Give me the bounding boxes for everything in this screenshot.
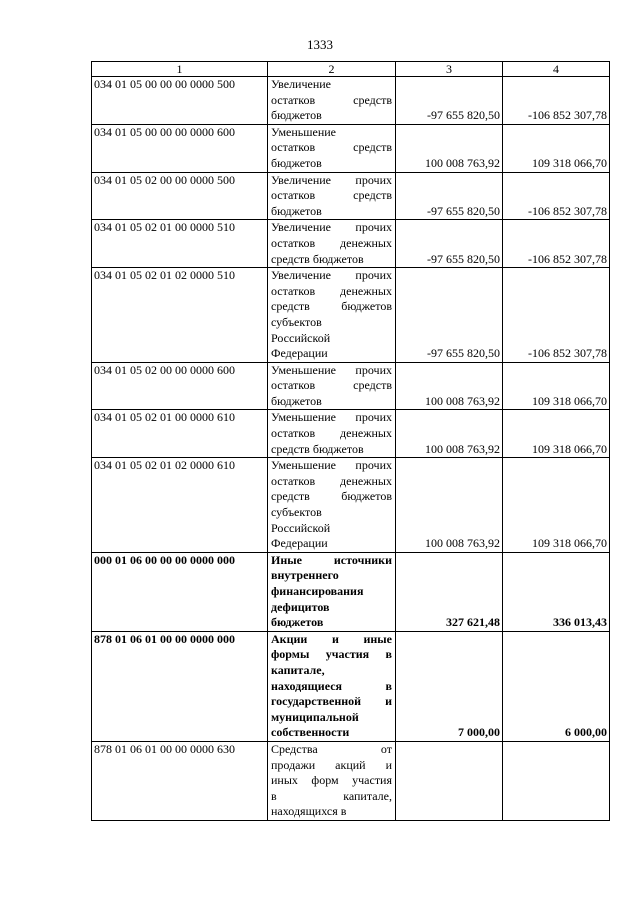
source-name-line: остатков средств <box>271 188 392 203</box>
amount-col3-cell <box>396 741 503 820</box>
source-name-line: бюджетов <box>271 615 324 630</box>
source-name-line: Федерации <box>271 536 328 551</box>
source-name-line: средств бюджетов <box>271 251 364 266</box>
table-row <box>92 124 610 172</box>
source-name-line: формы участия в <box>271 647 392 662</box>
page-number: 1333 <box>307 37 333 52</box>
source-name-line: иных форм участия <box>271 773 392 788</box>
source-name-cell <box>268 268 396 363</box>
amount-col4-cell: 109 318 066,70 <box>503 124 610 172</box>
source-name-line: Иные источники <box>271 552 392 567</box>
source-name-line: остатков денежных <box>271 426 392 441</box>
budget-code-cell: 034 01 05 02 01 02 0000 610 <box>92 458 268 553</box>
amount-col3-cell: -97 655 820,50 <box>396 77 503 125</box>
amount-col4-cell: 109 318 066,70 <box>503 362 610 410</box>
source-name-line: остатков средств <box>271 140 392 155</box>
table-header-row <box>92 62 610 77</box>
source-name-line: остатков денежных <box>271 473 392 488</box>
column-header: 1 <box>92 62 268 77</box>
source-name-cell <box>268 77 396 125</box>
source-name-line: остатков денежных <box>271 283 392 298</box>
source-name-cell <box>268 220 396 268</box>
budget-code-cell: 034 01 05 02 01 00 0000 610 <box>92 410 268 458</box>
source-name-cell <box>268 631 396 741</box>
source-name-line: Российской <box>271 330 331 345</box>
source-name-line: бюджетов <box>271 108 322 123</box>
table-row <box>92 458 610 553</box>
table-row <box>92 220 610 268</box>
source-name-line: финансирования <box>271 584 364 598</box>
table-row <box>92 172 610 220</box>
table-row <box>92 631 610 741</box>
column-header: 2 <box>268 62 396 77</box>
amount-col4-cell: -106 852 307,78 <box>503 77 610 125</box>
amount-col3-cell: 327 621,48 <box>396 552 503 631</box>
amount-col4-cell: 109 318 066,70 <box>503 410 610 458</box>
source-name-cell <box>268 552 396 631</box>
source-name-line: капитале, <box>271 662 325 677</box>
source-name-line: субъектов <box>271 314 322 329</box>
budget-code-cell: 034 01 05 02 01 02 0000 510 <box>92 268 268 363</box>
source-name-cell <box>268 458 396 553</box>
source-name-line: средств бюджетов <box>271 441 364 456</box>
source-name-line: находящихся в <box>271 804 347 819</box>
source-name-line: остатков денежных <box>271 235 392 250</box>
amount-col4-cell: -106 852 307,78 <box>503 220 610 268</box>
budget-code-cell: 034 01 05 02 01 00 0000 510 <box>92 220 268 268</box>
source-name-line: Уменьшение прочих <box>271 362 392 377</box>
amount-col3-cell: -97 655 820,50 <box>396 268 503 363</box>
budget-sources-table <box>91 61 610 821</box>
source-name-line: остатков средств <box>271 378 392 393</box>
table-row <box>92 268 610 363</box>
amount-col4-cell: -106 852 307,78 <box>503 268 610 363</box>
table-row <box>92 362 610 410</box>
source-name-cell <box>268 362 396 410</box>
budget-code-cell: 034 01 05 00 00 00 0000 600 <box>92 124 268 172</box>
amount-col4-cell: -106 852 307,78 <box>503 172 610 220</box>
source-name-line: Увеличение прочих <box>271 268 392 283</box>
source-name-cell <box>268 172 396 220</box>
amount-col3-cell: 7 000,00 <box>396 631 503 741</box>
source-name-line: собственности <box>271 725 350 740</box>
source-name-line: Увеличение прочих <box>271 172 392 187</box>
source-name-line: средств бюджетов <box>271 299 392 314</box>
source-name-line: Федерации <box>271 346 328 361</box>
amount-col3-cell: -97 655 820,50 <box>396 220 503 268</box>
source-name-line: бюджетов <box>271 155 322 170</box>
source-name-line: в капитале, <box>271 788 392 803</box>
budget-code-cell: 878 01 06 01 00 00 0000 630 <box>92 741 268 820</box>
source-name-line: субъектов <box>271 505 322 520</box>
source-name-line: остатков средств <box>271 92 392 107</box>
source-name-line: бюджетов <box>271 203 322 218</box>
source-name-line: Российской <box>271 520 331 535</box>
amount-col3-cell: 100 008 763,92 <box>396 362 503 410</box>
source-name-line: бюджетов <box>271 393 322 408</box>
source-name-line: Уменьшение <box>271 124 336 139</box>
source-name-cell <box>268 410 396 458</box>
source-name-cell <box>268 741 396 820</box>
source-name-line: находящиеся в <box>271 678 392 693</box>
amount-col3-cell: 100 008 763,92 <box>396 124 503 172</box>
column-header: 4 <box>503 62 610 77</box>
amount-col4-cell: 336 013,43 <box>503 552 610 631</box>
budget-code-cell: 878 01 06 01 00 00 0000 000 <box>92 631 268 741</box>
source-name-line: дефицитов <box>271 599 330 614</box>
source-name-line: внутреннего <box>271 568 339 583</box>
source-name-line: Средства от <box>271 741 392 756</box>
source-name-line: Увеличение <box>271 77 332 91</box>
source-name-line: средств бюджетов <box>271 489 392 504</box>
table-row <box>92 552 610 631</box>
budget-code-cell: 034 01 05 02 00 00 0000 600 <box>92 362 268 410</box>
amount-col4-cell <box>503 741 610 820</box>
amount-col3-cell: 100 008 763,92 <box>396 458 503 553</box>
amount-col4-cell: 109 318 066,70 <box>503 458 610 553</box>
table-row <box>92 77 610 125</box>
source-name-line: Уменьшение прочих <box>271 458 392 473</box>
amount-col3-cell: 100 008 763,92 <box>396 410 503 458</box>
table-row <box>92 410 610 458</box>
source-name-line: Уменьшение прочих <box>271 410 392 425</box>
source-name-cell <box>268 124 396 172</box>
source-name-line: Акции и иные <box>271 631 392 646</box>
source-name-line: Увеличение прочих <box>271 220 392 235</box>
source-name-line: муниципальной <box>271 709 359 724</box>
column-header: 3 <box>396 62 503 77</box>
source-name-line: продажи акций и <box>271 757 392 772</box>
budget-code-cell: 034 01 05 02 00 00 0000 500 <box>92 172 268 220</box>
source-name-line: государственной и <box>271 694 392 709</box>
amount-col3-cell: -97 655 820,50 <box>396 172 503 220</box>
budget-code-cell: 000 01 06 00 00 00 0000 000 <box>92 552 268 631</box>
table-body <box>92 62 610 821</box>
amount-col4-cell: 6 000,00 <box>503 631 610 741</box>
table-row <box>92 741 610 820</box>
budget-code-cell: 034 01 05 00 00 00 0000 500 <box>92 77 268 125</box>
